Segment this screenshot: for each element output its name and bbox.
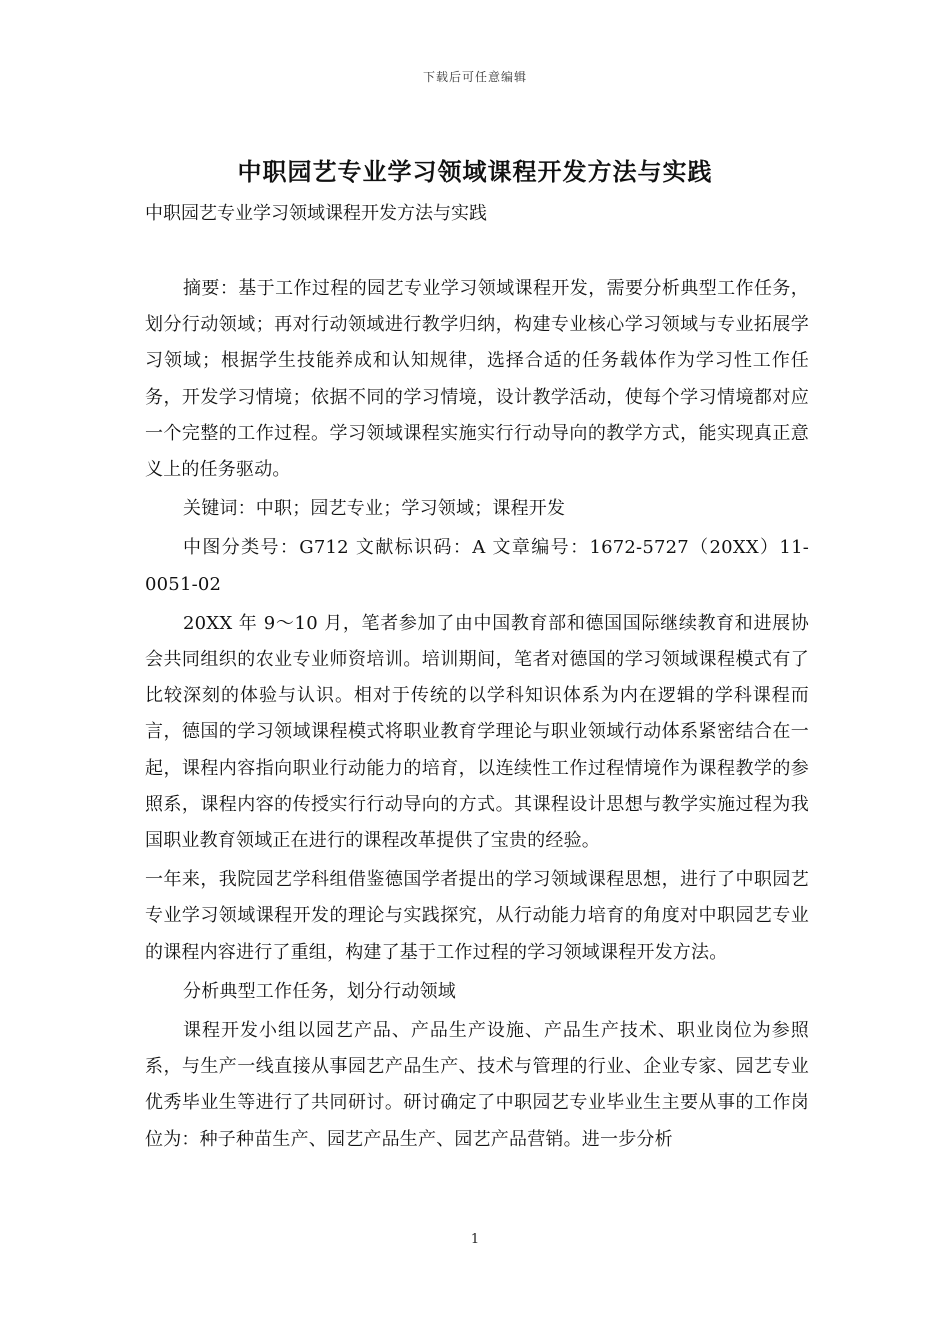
document-body [145,271,809,1161]
keywords-paragraph: 关键词：中职；园艺专业；学习领域；课程开发 [183,498,566,520]
intro-paragraph: 20XX 年 9～10 月，笔者参加了由中国教育部和德国国际继续教育和进展协会共同组织的农业专业师资培训。培训期间，笔者对德国的学习领域课程模式有了比较深刻的体验与认识。相对于传统的以学科知识体系为内在逻辑的学科课程而言，德国的学习领域课程模式将职业教育学理论与职业领域行动体系紧密结合在一起，课程内容指向职业行动能力的培育，以连续性工作过程情境作为课程教学的参照系，课程内容的传授实行行动导向的方式。其课程设计思想与教学实施过程为我国职业教育领域正在进行的课程改革提供了宝贵的经验。 [145,612,809,852]
abstract-paragraph: 摘要：基于工作过程的园艺专业学习领域课程开发，需要分析典型工作任务，划分行动领域；再对行动领域进行教学归纳，构建专业核心学习领域与专业拓展学习领域；根据学生技能养成和认知规律，选择合适的任务载体作为学习性工作任务，开发学习情境；依据不同的学习情境，设计教学活动，使每个学习情境都对应一个完整的工作过程。学习领域课程实施实行行动导向的教学方式，能实现真正意义上的任务驱动。 [145,278,809,481]
section-heading: 分析典型工作任务，划分行动领域 [183,980,456,1002]
section-body-paragraph: 课程开发小组以园艺产品、产品生产设施、产品生产技术、职业岗位为参照系，与生产一线直接从事园艺产品生产、技术与管理的行业、企业专家、园艺专业优秀毕业生等进行了共同研讨。研讨确定了中职园艺专业毕业生主要从事的工作岗位为：种子种苗生产、园艺产品生产、园艺产品营销。进一步分析 [145,1020,809,1150]
header-note: 下载后可任意编辑 [422,70,527,84]
classification-paragraph: 中图分类号：G712 文献标识码：A 文章编号：1672-5727（20XX）11-0051-02 [145,537,809,595]
document-subtitle: 中职园艺专业学习领域课程开发方法与实践 [145,203,487,224]
work-paragraph: 一年来，我院园艺学科组借鉴德国学者提出的学习领域课程思想，进行了中职园艺专业学习领域课程开发的理论与实践探究，从行动能力培育的角度对中职园艺专业的课程内容进行了重组，构建了基于工作过程的学习领域课程开发方法。 [145,869,809,963]
page-number: 1 [470,1232,480,1247]
document-title: 中职园艺专业学习领域课程开发方法与实践 [237,157,713,186]
